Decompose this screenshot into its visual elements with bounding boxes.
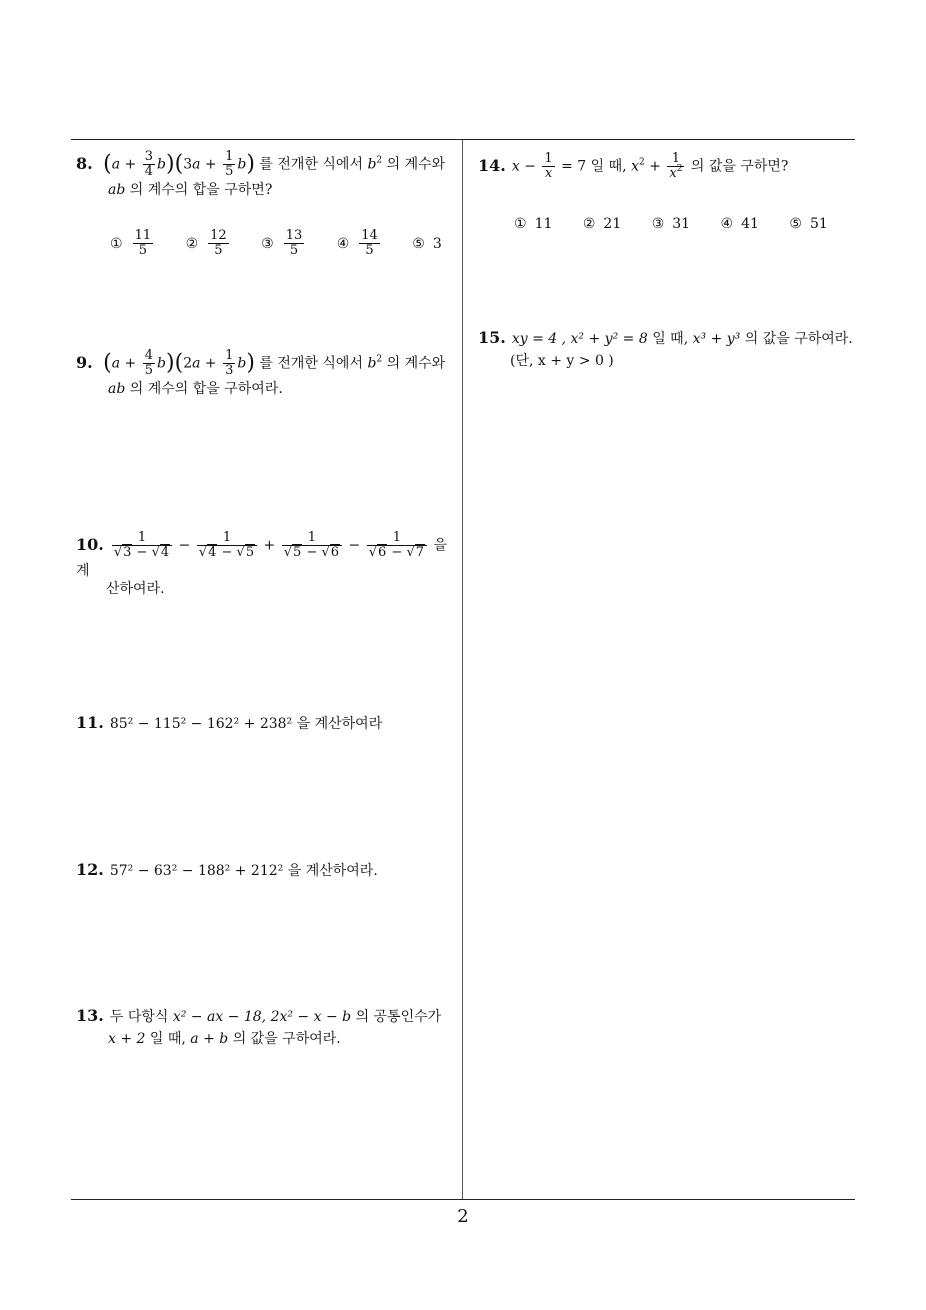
problem-text: 의 계수와 bbox=[386, 156, 446, 173]
bottom-rule bbox=[71, 1199, 855, 1200]
choice-1[interactable]: ① $\frac{11}{5}$ bbox=[110, 228, 152, 258]
choice-5[interactable]: ⑤ 51 bbox=[789, 216, 828, 232]
problem-14: 14. x − $\frac{1}{x}$ = 7 일 때, $x^2$ + $\frac{1}{x^2}$ 의 값을 구하면? bbox=[478, 151, 789, 181]
problem-8: 8. (a + $\frac{3}{4}$ b)(3a + $\frac{1}{5}$ b) 를 전개한 식에서 $b^2$ 의 계수와 ab 의 계수의 합을 구하면? bbox=[76, 149, 446, 198]
problem-text: 의 계수의 합을 구하면? bbox=[129, 182, 273, 198]
problem-15: 15. xy = 4 , x² + y² = 8 일 때, x³ + y³ 의 값을 구하여라. (단, x + y > 0 ) bbox=[478, 327, 862, 372]
choice-1[interactable]: ① 11 bbox=[514, 216, 553, 232]
problem-11 bbox=[76, 712, 461, 735]
problem-expression: x² − ax − 18, 2x² − x − b bbox=[172, 1009, 352, 1025]
choice-4[interactable]: ④ 41 bbox=[720, 216, 759, 232]
problem-number: 15. bbox=[478, 328, 506, 347]
page-number: 2 bbox=[457, 1206, 469, 1227]
problem-expression: 85² − 115² − 162² + 238² bbox=[109, 716, 293, 732]
choices-8 bbox=[110, 229, 468, 258]
problem-10: 10. $\frac{1}{√3 - √4}$ − $\frac{1}{√4 - √5}$ + $\frac{1}{√5 - √6}$ − $\frac{1}{√6 - √7}$ 을 계 산하여라. bbox=[76, 531, 461, 600]
problem-text: 를 전개한 식에서 bbox=[259, 355, 363, 372]
problem-expression: 57² − 63² − 188² + 212² bbox=[109, 863, 284, 879]
problem-expression: xy = 4 , x² + y² = 8 bbox=[511, 331, 648, 347]
problem-text: 을 계산하여라 bbox=[296, 716, 383, 732]
problem-9: 9. (a + $\frac{4}{5}$ b)(2a + $\frac{1}{3}$ b) 를 전개한 식에서 $b^2$ 의 계수와 ab 의 계수의 합을 구하여라. bbox=[76, 348, 446, 397]
problem-number: 9. bbox=[76, 352, 93, 372]
problem-text: 을 계산하여라. bbox=[287, 863, 378, 879]
top-rule bbox=[71, 139, 855, 140]
column-divider bbox=[462, 140, 463, 1199]
choice-4[interactable]: ④ $\frac{14}{5}$ bbox=[336, 228, 378, 258]
problem-text: 를 전개한 식에서 bbox=[259, 156, 363, 173]
problem-text: 산하여라. bbox=[106, 581, 165, 597]
problem-number: 11. bbox=[76, 713, 104, 732]
choices-14 bbox=[514, 216, 828, 232]
problem-text: 을 계 bbox=[76, 537, 447, 579]
choice-2[interactable]: ② $\frac{12}{5}$ bbox=[185, 228, 227, 258]
choice-3[interactable]: ③ $\frac{13}{5}$ bbox=[261, 228, 303, 258]
problem-number: 8. bbox=[76, 153, 93, 173]
problem-text: 의 계수의 합을 구하여라. bbox=[129, 381, 283, 397]
problem-condition: (단, x + y > 0 ) bbox=[510, 353, 614, 369]
choice-2[interactable]: ② 21 bbox=[582, 216, 622, 232]
choice-5[interactable]: ⑤ 3 bbox=[412, 235, 442, 252]
problem-number: 13. bbox=[76, 1006, 104, 1025]
problem-number: 12. bbox=[76, 860, 104, 879]
problem-13: 13. 두 다항식 x² − ax − 18, 2x² − x − b 의 공통인수가 x + 2 일 때, a + b 의 값을 구하여라. bbox=[76, 1006, 442, 1047]
problem-number: 14. bbox=[478, 155, 506, 175]
choice-3[interactable]: ③ 31 bbox=[651, 216, 691, 232]
problem-12 bbox=[76, 859, 461, 882]
problem-text: 의 계수와 bbox=[386, 355, 446, 372]
problem-number: 10. bbox=[76, 534, 104, 554]
